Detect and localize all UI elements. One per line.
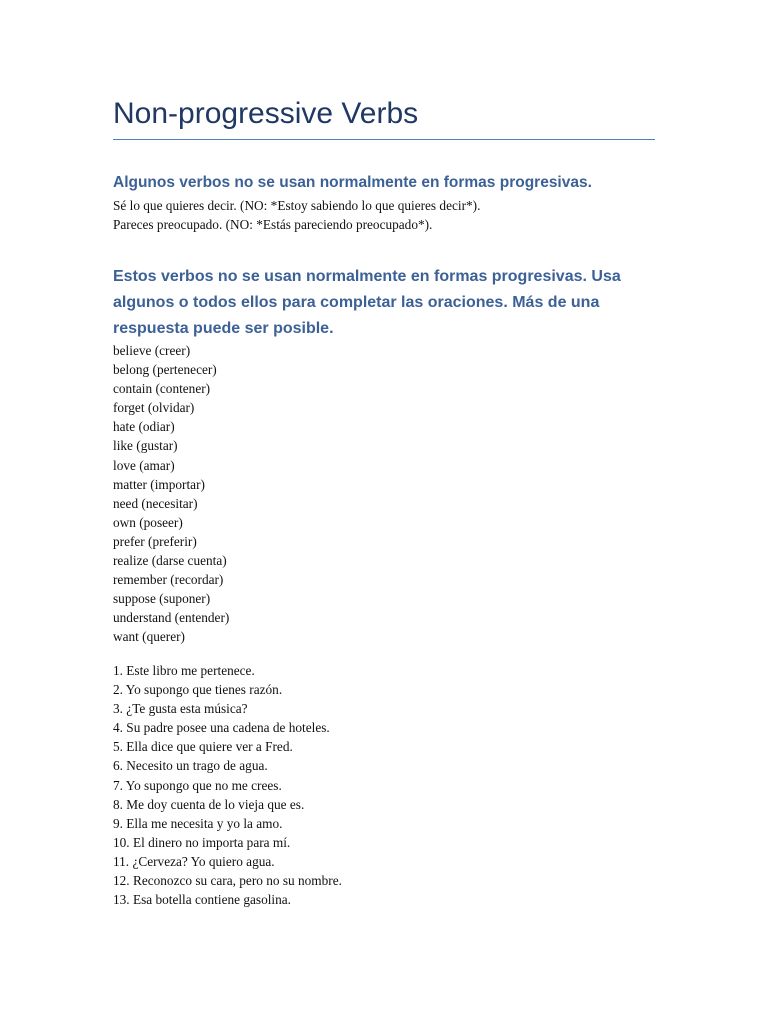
exercise-sentence: 11. ¿Cerveza? Yo quiero agua. [113, 853, 275, 869]
verb-item: contain (contener) [113, 381, 211, 397]
verb-item: own (poseer) [113, 514, 183, 530]
verb-item: want (querer) [113, 629, 185, 645]
verb-item: realize (darse cuenta) [113, 553, 227, 569]
title-underline [113, 139, 655, 140]
exercise-sentence: 4. Su padre posee una cadena de hoteles. [113, 720, 330, 736]
section2-heading: Estos verbos no se usan normalmente en formas progresivas. Usa algunos o todos ellos para completar las oraciones. Más de una respuesta puede ser posible. [113, 268, 621, 337]
exercise-sentence: 1. Este libro me pertenece. [113, 663, 255, 678]
verb-item: matter (importar) [113, 476, 205, 492]
exercise-sentence-list [113, 661, 342, 909]
example-list [113, 196, 480, 234]
verb-item: forget (olvidar) [113, 400, 195, 416]
verb-item: suppose (suponer) [113, 591, 211, 607]
verb-item: prefer (preferir) [113, 533, 197, 549]
verb-item: like (gustar) [113, 438, 178, 454]
verb-item: believe (creer) [113, 343, 191, 358]
exercise-sentence: 10. El dinero no importa para mí. [113, 834, 291, 850]
exercise-sentence: 5. Ella dice que quiere ver a Fred. [113, 739, 293, 755]
exercise-sentence: 13. Esa botella contiene gasolina. [113, 892, 291, 908]
exercise-sentence: 9. Ella me necesita y yo la amo. [113, 815, 283, 831]
verb-item: remember (recordar) [113, 572, 224, 588]
exercise-sentence: 2. Yo supongo que tienes razón. [113, 682, 283, 698]
page-title: Non-progressive Verbs [113, 97, 419, 130]
verb-item: hate (odiar) [113, 419, 175, 435]
exercise-sentence: 8. Me doy cuenta de lo vieja que es. [113, 796, 305, 812]
verb-item: need (necesitar) [113, 495, 198, 511]
exercise-sentence: 3. ¿Te gusta esta música? [113, 701, 248, 717]
example-line: Sé lo que quieres decir. (NO: *Estoy sabiendo lo que quieres decir*). [113, 198, 481, 213]
verb-item: belong (pertenecer) [113, 362, 217, 378]
verb-list [113, 341, 229, 647]
verb-item: understand (entender) [113, 610, 230, 626]
exercise-sentence: 6. Necesito un trago de agua. [113, 758, 268, 774]
section1-heading: Algunos verbos no se usan normalmente en formas progresivas. [113, 174, 592, 191]
verb-item: love (amar) [113, 457, 175, 473]
exercise-sentence: 12. Reconozco su cara, pero no su nombre. [113, 873, 342, 889]
exercise-sentence: 7. Yo supongo que no me crees. [113, 777, 282, 793]
example-line: Pareces preocupado. (NO: *Estás pareciendo preocupado*). [113, 217, 433, 233]
